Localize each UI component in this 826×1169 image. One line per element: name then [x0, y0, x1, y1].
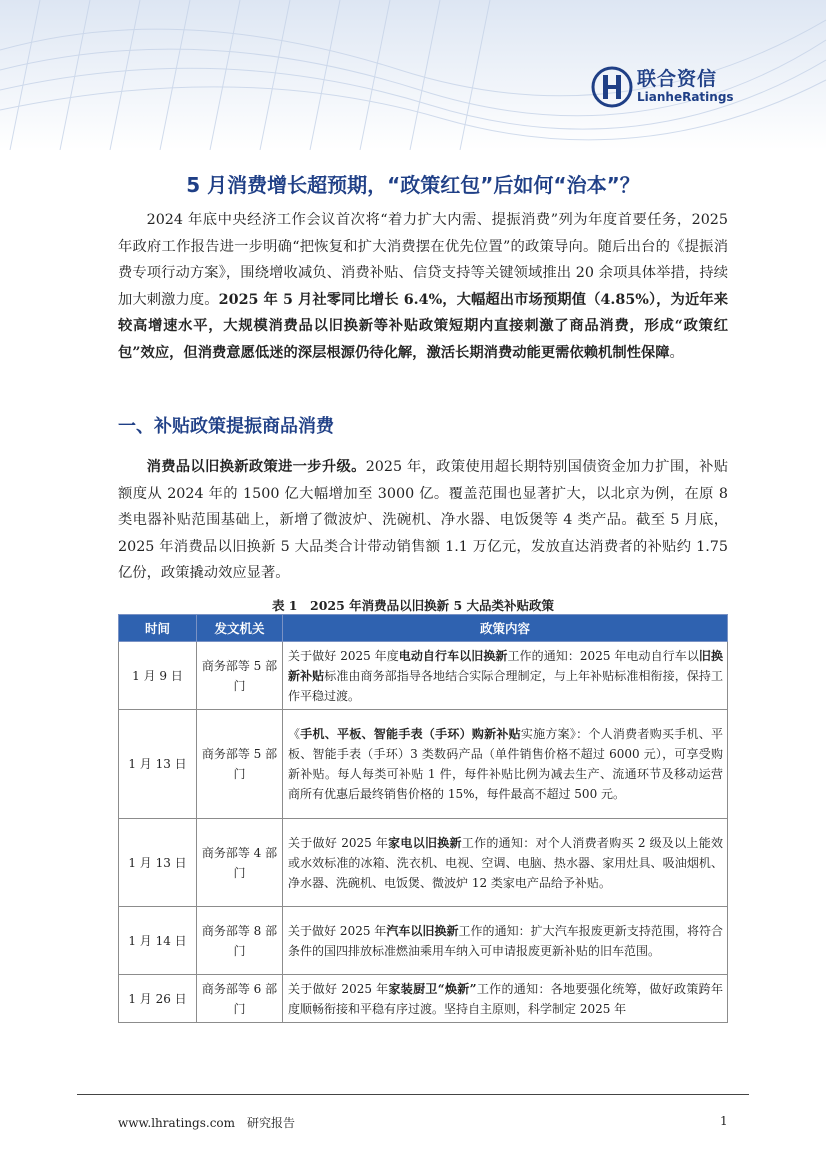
row-org: 商务部等 5 部门: [197, 710, 283, 819]
table-row: [119, 642, 728, 710]
brand-name-cn: 联合资信: [637, 68, 718, 90]
content-text: 工作的通知：对个人消费者购买 2 级及以上能效或水效标准的冰箱、洗衣机、电视、空调、电脑、热水器、家用灶具、吸油烟机、净水器、洗碗机、电饭煲、微波炉 12 类家电产品给予补贴。: [288, 835, 723, 890]
content-text: 工作的通知：2025 年电动自行车以: [507, 648, 699, 663]
intro-paragraph: [118, 207, 728, 367]
row-content: [283, 642, 728, 710]
table-row: [119, 907, 728, 975]
row-org: 商务部等 6 部门: [197, 975, 283, 1023]
table-row: [119, 975, 728, 1023]
lianhe-logo-icon: [591, 66, 633, 108]
table-row: [119, 819, 728, 907]
footer-divider: [77, 1094, 749, 1095]
row-content: [283, 819, 728, 907]
content-bold: 家装厨卫“焕新”: [388, 981, 477, 996]
content-text: 工作的通知：扩大汽车报废更新支持范围，将符合条件的国四排放标准燃油乘用车纳入可申请报废更新补贴的旧车范围。: [288, 923, 723, 958]
header-org: 发文机关: [197, 615, 283, 642]
table-caption: 表 1 2025 年消费品以旧换新 5 大品类补贴政策: [271, 598, 555, 613]
table-row: [119, 710, 728, 819]
row-date: 1 月 13 日: [119, 710, 197, 819]
table-header-row: [119, 615, 728, 642]
content-bold: 汽车以旧换新: [386, 923, 459, 938]
content-text: 关于做好 2025 年: [288, 835, 389, 850]
row-content: [283, 975, 728, 1023]
content-bold: 电动自行车以旧换新: [398, 648, 508, 663]
page-number: 1: [720, 1114, 728, 1128]
content-bold: 家电以旧换新: [388, 835, 462, 850]
row-date: 1 月 14 日: [119, 907, 197, 975]
intro-text: 2024 年底中央经济工作会议首次将“着力扩大内需、提振消费”列为年度首要任务，2025 年政府工作报告进一步明确“把恢复和扩大消费摆在优先位置”的政策导向。随后出台的《提振消费专项行动方案》，围绕增收减负、消费补贴、信贷支持等关键领域推出 20 余项具体举措，持续加大刺激力度。: [118, 212, 728, 308]
header-time: 时间: [119, 615, 197, 642]
content-text: 关于做好 2025 年: [288, 981, 389, 996]
content-bold: 手机、平板、智能手表（手环）购新补贴: [300, 727, 521, 741]
policy-table: [118, 614, 728, 1023]
header-content: 政策内容: [283, 615, 728, 642]
content-text: 关于做好 2025 年: [288, 923, 387, 938]
page-title: 5 月消费增长超预期，“政策红包”后如何“治本”？: [186, 173, 640, 197]
content-text: 标准由商务部指导各地结合实际合理制定，与上年补贴标准相衔接，保持工作平稳过渡。: [288, 668, 723, 703]
content-text: 实施方案》：个人消费者购买手机、平板、智能手表（手环）3 类数码产品（单件销售价格不超过 6000 元），可享受购新补贴。每人每类可补贴 1 件，每件补贴比例为减去生产、流通环节及移动运营商所有优惠后最终销售价格的 15%，每件最高不超过 500 元。: [288, 727, 723, 801]
row-date: 1 月 9 日: [119, 642, 197, 710]
row-org: 商务部等 8 部门: [197, 907, 283, 975]
section-paragraph: [118, 454, 728, 587]
content-text: 关于做好 2025 年度: [288, 648, 399, 663]
intro-bold-text: 2025 年 5 月社零同比增长 6.4%，大幅超出市场预期值（4.85%），为近年来较高增速水平，大规模消费品以旧换新等补贴政策短期内直接刺激了商品消费，形成“政策红包”效应，但消费意愿低迷的深层根源仍待化解，激活长期消费动能更需依赖机制性保障: [118, 291, 728, 361]
row-date: 1 月 26 日: [119, 975, 197, 1023]
content-text: 《: [288, 727, 301, 741]
brand-logo: [591, 64, 741, 110]
intro-end: 。: [669, 344, 684, 361]
section-lead-bold: 消费品以旧换新政策进一步升级。: [146, 459, 366, 475]
brand-name-en: LianheRatings: [637, 90, 734, 104]
section-text: 2025 年，政策使用超长期特别国债资金加力扩围，补贴额度从 2024 年的 1500 亿大幅增加至 3000 亿。覆盖范围也显著扩大，以北京为例，在原 8 类电器补贴范围基础上，新增了微波炉、洗碗机、净水器、电饭煲等 4 类产品。截至 5 月底，2025 年消费品以旧换新 5 大品类合计带动销售额 1.1 万亿元，发放直达消费者的补贴约 1.75 亿份，政策撬动效应显著。: [118, 459, 728, 582]
row-org: 商务部等 5 部门: [197, 642, 283, 710]
footer-website: www.lhratings.com 研究报告: [118, 1116, 296, 1130]
section-heading: 一、补贴政策提振商品消费: [118, 416, 334, 437]
row-date: 1 月 13 日: [119, 819, 197, 907]
row-org: 商务部等 4 部门: [197, 819, 283, 907]
row-content: [283, 710, 728, 819]
content-text: 工作的通知：各地要强化统筹，做好政策跨年度顺畅衔接和平稳有序过渡。坚持自主原则，科学制定 2025 年: [288, 981, 723, 1016]
content-bold: 旧换新补贴: [288, 648, 723, 683]
row-content: [283, 907, 728, 975]
